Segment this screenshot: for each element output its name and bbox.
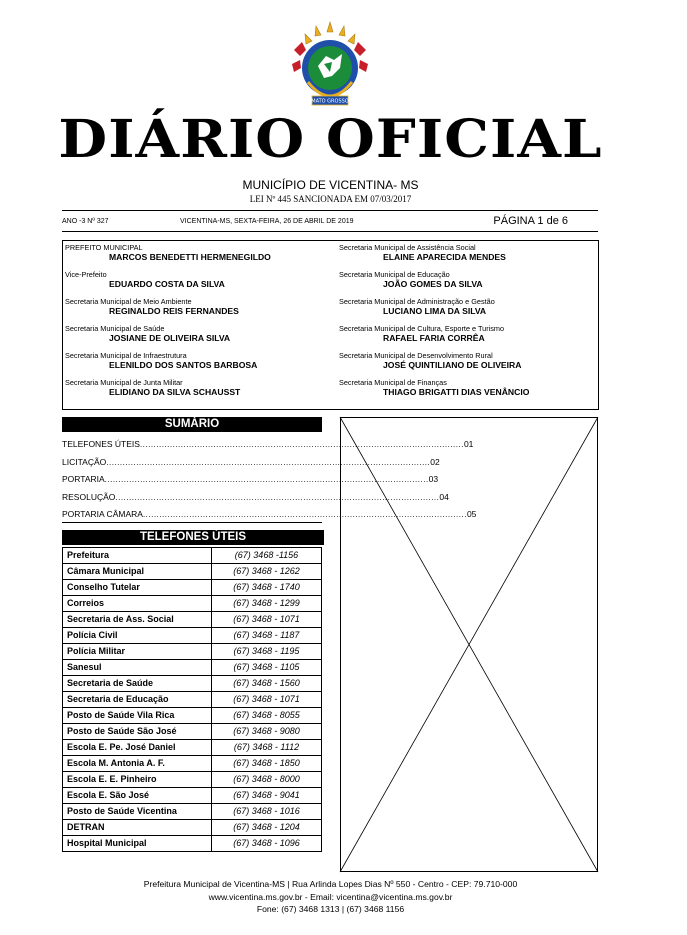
phone-row xyxy=(63,676,322,692)
phone-entity-name: Posto de Saúde Vila Rica xyxy=(63,708,212,724)
phone-number: (67) 3468 - 9080 xyxy=(212,724,322,740)
official-role: Secretaria Municipal de Educação xyxy=(339,270,450,279)
official-role: Secretaria Municipal de Infraestrutura xyxy=(65,351,187,360)
phone-row xyxy=(63,708,322,724)
summary-item[interactable]: PORTARIA ....................................................................................................................... 03 xyxy=(62,471,322,489)
phone-entity-name: Posto de Saúde São José xyxy=(63,724,212,740)
phone-row xyxy=(63,788,322,804)
phone-number: (67) 3468 - 8000 xyxy=(212,772,322,788)
official-entry xyxy=(65,243,331,262)
phone-entity-name: Correios xyxy=(63,596,212,612)
official-entry xyxy=(65,270,331,289)
phone-entity-name: Secretaria de Ass. Social xyxy=(63,612,212,628)
phone-entity-name: DETRAN xyxy=(63,820,212,836)
phone-entity-name: Escola E. E. Pinheiro xyxy=(63,772,212,788)
phone-entity-name: Hospital Municipal xyxy=(63,836,212,852)
header-rule-bottom xyxy=(62,231,598,232)
official-entry xyxy=(339,270,605,289)
masthead-title: DIÁRIO OFICIAL xyxy=(58,109,603,170)
municipal-crest-logo xyxy=(288,20,372,120)
summary-item-page: 05 xyxy=(466,509,477,519)
official-role: PREFEITO MUNICIPAL xyxy=(65,243,143,252)
phone-number: (67) 3468 - 1850 xyxy=(212,756,322,772)
official-name: ELAINE APARECIDA MENDES xyxy=(383,252,506,262)
official-role: Secretaria Municipal de Meio Ambiente xyxy=(65,297,192,306)
phones-header: TELEFONES ÚTEIS xyxy=(62,530,324,545)
phone-row xyxy=(63,820,322,836)
summary-item-label: TELEFONES ÚTEIS xyxy=(62,439,140,449)
phone-number: (67) 3468 - 1105 xyxy=(212,660,322,676)
official-entry xyxy=(65,297,331,316)
official-name: EDUARDO COSTA DA SILVA xyxy=(109,279,225,289)
phone-entity-name: Escola E. São José xyxy=(63,788,212,804)
phone-row xyxy=(63,772,322,788)
phone-number: (67) 3468 - 1560 xyxy=(212,676,322,692)
crest-ribbon-text: MATO GROSSO xyxy=(311,98,349,105)
issue-date: VICENTINA-MS, SEXTA-FEIRA, 26 DE ABRIL DE 2019 xyxy=(180,218,354,225)
phone-row xyxy=(63,692,322,708)
summary-item-label: PORTARIA xyxy=(62,474,105,484)
official-entry xyxy=(339,243,605,262)
summary-item[interactable]: RESOLUÇÃO ....................................................................................................................... 04 xyxy=(62,489,322,507)
summary-item-page: 03 xyxy=(428,474,439,484)
phone-number: (67) 3468 - 1740 xyxy=(212,580,322,596)
footer-address: Prefeitura Municipal de Vicentina-MS | Rua Arlinda Lopes Dias Nº 550 - Centro - CEP: 79.710-000 xyxy=(143,879,518,889)
summary-item[interactable]: TELEFONES ÚTEIS ....................................................................................................................... 01 xyxy=(62,436,322,454)
phone-entity-name: Câmara Municipal xyxy=(63,564,212,580)
phone-entity-name: Secretaria de Educação xyxy=(63,692,212,708)
official-entry xyxy=(65,324,331,343)
summary-item-page: 04 xyxy=(439,491,449,502)
official-entry xyxy=(65,378,331,397)
summary-rule xyxy=(62,522,322,523)
summary-item[interactable]: PORTARIA CÂMARA ....................................................................................................................... 05 xyxy=(62,506,322,524)
official-role: Secretaria Municipal de Administração e Gestão xyxy=(339,297,495,306)
summary-item[interactable]: LICITAÇÃO ....................................................................................................................... 02 xyxy=(62,454,322,472)
summary-section xyxy=(62,417,477,524)
official-name: ELIDIANO DA SILVA SCHAUSST xyxy=(109,387,241,397)
official-name: JOSÉ QUINTILIANO DE OLIVEIRA xyxy=(383,360,522,370)
phone-number: (67) 3468 -1156 xyxy=(212,548,322,564)
phone-number: (67) 3468 - 1195 xyxy=(212,644,322,660)
phone-entity-name: Posto de Saúde Vicentina xyxy=(63,804,212,820)
phone-row xyxy=(63,548,322,564)
official-entry xyxy=(65,351,331,370)
official-role: Secretaria Municipal de Cultura, Esporte e Turismo xyxy=(339,324,505,333)
phone-entity-name: Secretaria de Saúde xyxy=(63,676,212,692)
phone-number: (67) 3468 - 1112 xyxy=(212,740,322,756)
summary-item-label: PORTARIA CÂMARA xyxy=(62,509,143,519)
official-entry xyxy=(339,324,605,343)
phone-number: (67) 3468 - 1016 xyxy=(212,804,322,820)
phone-entity-name: Prefeitura xyxy=(63,548,212,564)
official-entry xyxy=(339,351,605,370)
phone-row xyxy=(63,740,322,756)
page-footer xyxy=(0,878,661,916)
summary-item-page: 02 xyxy=(430,456,440,467)
official-entry xyxy=(339,297,605,316)
official-name: JOÃO GOMES DA SILVA xyxy=(383,279,483,289)
official-role: Vice-Prefeito xyxy=(65,270,107,279)
phone-row xyxy=(63,724,322,740)
footer-web-email: www.vicentina.ms.gov.br - Email: vicentina@vicentina.ms.gov.br xyxy=(208,891,453,902)
phone-row xyxy=(63,612,322,628)
official-name: THIAGO BRIGATTI DIAS VENÂNCIO xyxy=(383,387,530,397)
phone-entity-name: Conselho Tutelar xyxy=(63,580,212,596)
official-role: Secretaria Municipal de Desenvolvimento Rural xyxy=(339,351,493,360)
phone-row xyxy=(63,644,322,660)
phone-row xyxy=(63,660,322,676)
header-rule-top xyxy=(62,210,598,211)
page-indicator: PÁGINA 1 de 6 xyxy=(493,215,568,227)
image-placeholder xyxy=(340,417,598,872)
summary-item-label: RESOLUÇÃO xyxy=(62,491,116,502)
official-entry xyxy=(339,378,605,397)
phone-number: (67) 3468 - 1071 xyxy=(212,612,322,628)
phone-row xyxy=(63,836,322,852)
issue-number: ANO -3 Nº 327 xyxy=(62,218,109,225)
phone-row xyxy=(63,564,322,580)
phone-number: (67) 3468 - 9041 xyxy=(212,788,322,804)
issue-info-bar xyxy=(62,214,598,230)
phone-number: (67) 3468 - 8055 xyxy=(212,708,322,724)
phone-entity-name: Polícia Militar xyxy=(63,644,212,660)
phone-row xyxy=(63,628,322,644)
phone-number: (67) 3468 - 1096 xyxy=(212,836,322,852)
phone-entity-name: Escola E. Pe. José Daniel xyxy=(63,740,212,756)
phone-row xyxy=(63,804,322,820)
phone-entity-name: Polícia Civil xyxy=(63,628,212,644)
official-name: REGINALDO REIS FERNANDES xyxy=(109,306,239,316)
official-name: ELENILDO DOS SANTOS BARBOSA xyxy=(109,360,258,370)
summary-item-page: 01 xyxy=(463,439,474,449)
phones-table xyxy=(62,547,322,852)
summary-item-label: LICITAÇÃO xyxy=(62,456,107,467)
official-role: Secretaria Municipal de Junta Militar xyxy=(65,378,183,387)
official-name: JOSIANE DE OLIVEIRA SILVA xyxy=(109,333,231,343)
official-name: MARCOS BENEDETTI HERMENEGILDO xyxy=(109,252,271,262)
phone-entity-name: Sanesul xyxy=(63,660,212,676)
phone-number: (67) 3468 - 1071 xyxy=(212,692,322,708)
officials-box xyxy=(62,240,599,410)
official-role: Secretaria Municipal de Assistência Social xyxy=(339,243,476,252)
phone-number: (67) 3468 - 1204 xyxy=(212,820,322,836)
official-role: Secretaria Municipal de Finanças xyxy=(339,378,447,387)
phone-row xyxy=(63,580,322,596)
phone-number: (67) 3468 - 1299 xyxy=(212,596,322,612)
summary-header: SUMÁRIO xyxy=(62,417,322,432)
phone-row xyxy=(63,596,322,612)
official-role: Secretaria Municipal de Saúde xyxy=(65,324,165,333)
law-reference: LEI Nº 445 SANCIONADA EM 07/03/2017 xyxy=(249,194,412,204)
phones-section xyxy=(62,530,324,852)
municipality-name: MUNICÍPIO DE VICENTINA- MS xyxy=(242,178,419,192)
footer-phones: Fone: (67) 3468 1313 | (67) 3468 1156 xyxy=(256,904,405,914)
official-name: RAFAEL FARIA CORRÊA xyxy=(383,333,485,343)
phone-number: (67) 3468 - 1262 xyxy=(212,564,322,580)
phone-row xyxy=(63,756,322,772)
phone-entity-name: Escola M. Antonia A. F. xyxy=(63,756,212,772)
phone-number: (67) 3468 - 1187 xyxy=(212,628,322,644)
official-name: LUCIANO LIMA DA SILVA xyxy=(383,306,487,316)
